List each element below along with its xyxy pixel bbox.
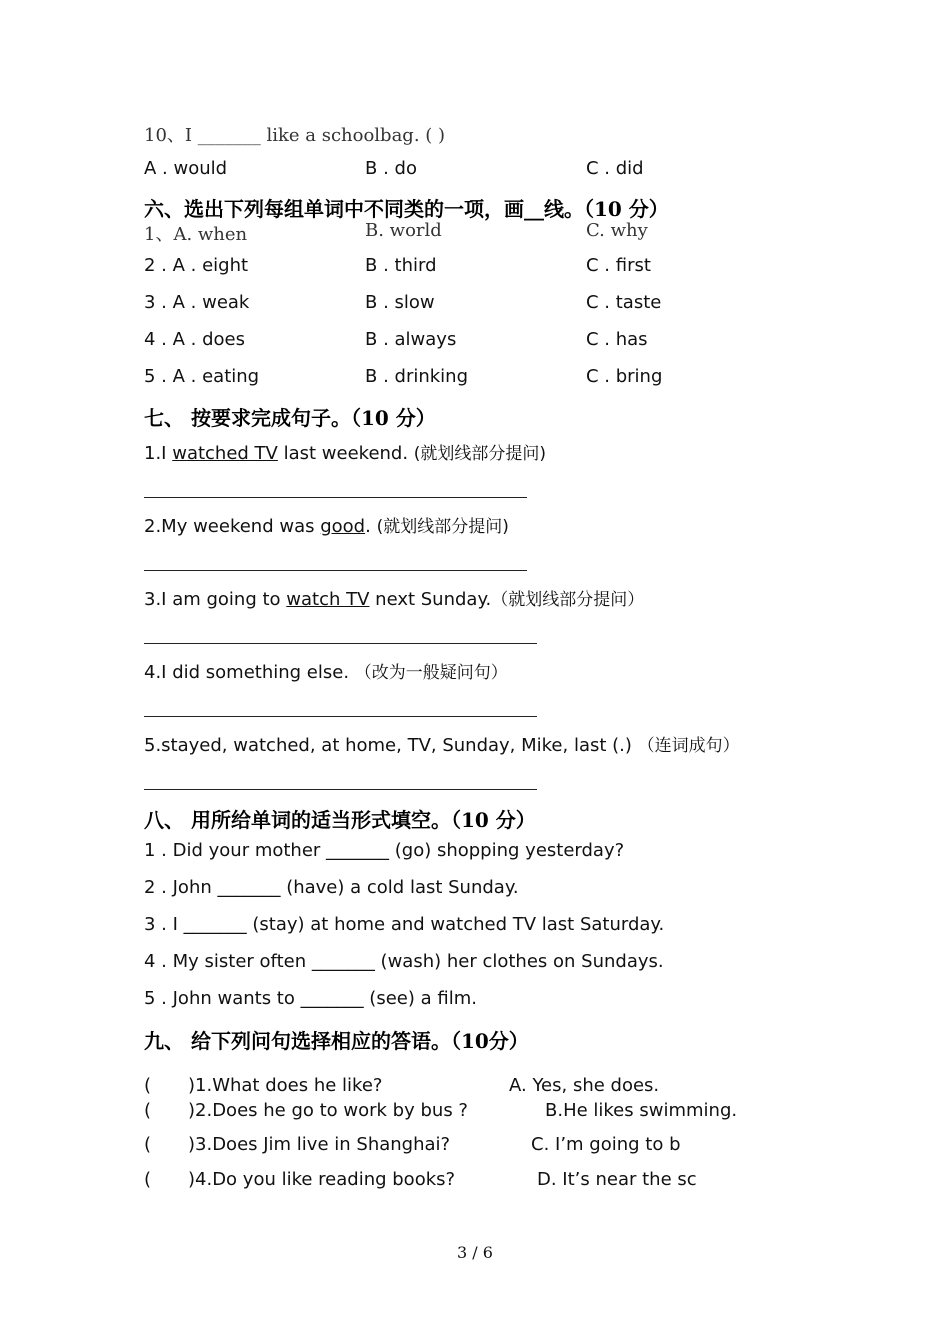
row5-c: C . bring — [586, 366, 663, 387]
s9-paren-1: ( — [144, 1075, 152, 1096]
s8-item-5: 5 . John wants to _______ (see) a film. — [144, 988, 477, 1009]
s7-5-pre: 5.stayed, watched, at home, TV, Sunday, Mike, last (.) — [144, 735, 638, 756]
q10-option-b: B . do — [365, 158, 417, 179]
row5-a: 5 . A . eating — [144, 366, 260, 387]
row4-b: B . always — [365, 329, 457, 350]
s7-item-4 — [144, 658, 508, 683]
s9-question-3: )3.Does Jim live in Shanghai? — [188, 1134, 451, 1155]
s8-item-2: 2 . John _______ (have) a cold last Sunday. — [144, 877, 519, 898]
row1-b: B. world — [365, 220, 442, 241]
s7-item-5 — [144, 731, 740, 756]
row2-b: B . third — [365, 255, 437, 276]
section8-heading: 八、 用所给单词的适当形式填空。（10 分） — [144, 808, 536, 832]
s9-paren-3: ( — [144, 1134, 152, 1155]
row5-b: B . drinking — [365, 366, 469, 387]
s7-item-2 — [144, 512, 509, 537]
s7-2-note: (就划线部分提问) — [376, 517, 509, 537]
s7-item-3 — [144, 585, 644, 610]
s7-2-post: . — [365, 516, 377, 537]
row3-b: B . slow — [365, 292, 435, 313]
s7-3-post: next Sunday. — [369, 589, 492, 610]
section9-heading: 九、 给下列问句选择相应的答语。（10分） — [144, 1029, 529, 1053]
q10-stem: 10、I _______ like a schoolbag. ( ) — [144, 125, 446, 146]
q10-options — [144, 158, 644, 179]
s7-item-1 — [144, 439, 546, 464]
s7-3-note: （就划线部分提问） — [491, 590, 645, 610]
s9-paren-4: ( — [144, 1169, 152, 1190]
s8-item-4: 4 . My sister often _______ (wash) her clothes on Sundays. — [144, 951, 664, 972]
section6-row-3 — [144, 292, 662, 313]
s9-answer-b: B.He likes swimming. — [545, 1100, 738, 1121]
row4-a: 4 . A . does — [144, 329, 245, 350]
s9-question-1: )1.What does he like? — [188, 1075, 383, 1096]
s9-answer-c: C. I’m going to b — [531, 1134, 681, 1155]
s9-answer-a: A. Yes, she does. — [509, 1075, 660, 1096]
s7-1-note: (就划线部分提问) — [413, 444, 547, 464]
s9-answer-d: D. It’s near the sc — [537, 1169, 697, 1190]
section6-row-4 — [144, 329, 648, 350]
section6-row-5 — [144, 366, 663, 387]
s7-4-note: （改为一般疑问句） — [354, 663, 508, 683]
s8-item-1: 1 . Did your mother _______ (go) shopping yesterday? — [144, 840, 625, 861]
row3-a: 3 . A . weak — [144, 292, 250, 313]
row1-c: C. why — [586, 220, 648, 241]
row2-c: C . first — [586, 255, 651, 276]
s7-1-pre: 1.I — [144, 443, 173, 464]
row2-a: 2 . A . eight — [144, 255, 249, 276]
q10-option-a: A . would — [144, 158, 228, 179]
row4-c: C . has — [586, 329, 648, 350]
section6-row-1 — [144, 220, 648, 246]
s7-3-underlined: watch TV — [286, 589, 370, 610]
row1-a: 1、A. when — [144, 224, 248, 245]
section7-heading: 七、 按要求完成句子。（10 分） — [144, 406, 436, 430]
answer-line-1[interactable] — [144, 497, 527, 498]
s7-5-note: （连词成句） — [637, 736, 740, 756]
s8-item-3: 3 . I _______ (stay) at home and watched TV last Saturday. — [144, 914, 665, 935]
s7-1-underlined: watched TV — [172, 443, 278, 464]
s7-1-post: last weekend. — [277, 443, 414, 464]
s9-question-2: )2.Does he go to work by bus ? — [188, 1100, 468, 1121]
page-number: 3 / 6 — [457, 1243, 493, 1262]
section6-row-2 — [144, 255, 651, 276]
s9-paren-2: ( — [144, 1100, 152, 1121]
s7-3-pre: 3.I am going to — [144, 589, 287, 610]
s7-2-underlined: good — [320, 516, 366, 537]
answer-line-3[interactable] — [144, 643, 537, 644]
s9-question-4: )4.Do you like reading books? — [188, 1169, 456, 1190]
s7-4-pre: 4.I did something else. — [144, 662, 355, 683]
answer-line-2[interactable] — [144, 570, 527, 571]
answer-line-5[interactable] — [144, 789, 537, 790]
row3-c: C . taste — [586, 292, 662, 313]
s7-2-pre: 2.My weekend was — [144, 516, 321, 537]
section6-heading: 六、选出下列每组单词中不同类的一项，画__线。（10 分） — [144, 197, 669, 221]
q10-option-c: C . did — [586, 158, 644, 179]
answer-line-4[interactable] — [144, 716, 537, 717]
